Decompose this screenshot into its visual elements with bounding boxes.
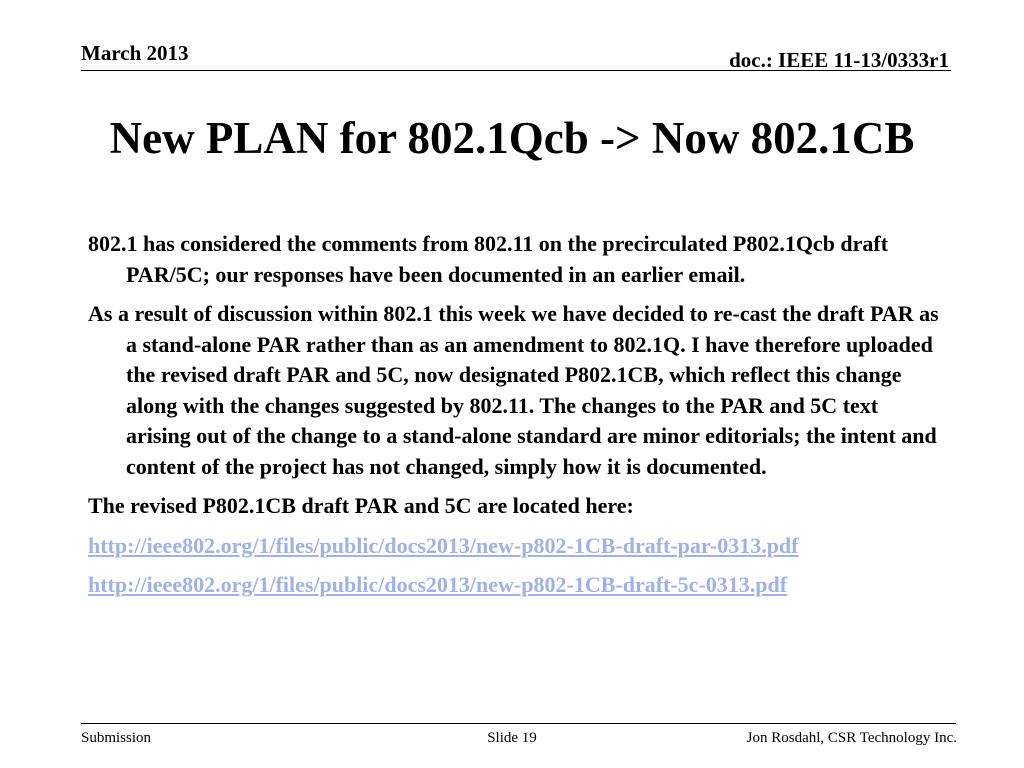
header-divider (81, 70, 951, 71)
slide-title: New PLAN for 802.1Qcb -> Now 802.1CB (109, 113, 915, 163)
header-date: March 2013 (81, 41, 189, 65)
footer-divider (81, 723, 956, 724)
slide-body (88, 229, 948, 610)
body-paragraph-comments: 802.1 has considered the comments from 802.11 on the precirculated P802.1Qcb draft PAR/5C; our responses have been documented in an earlier email. (88, 231, 889, 287)
link-line-5c (88, 570, 948, 601)
draft-5c-link[interactable]: http://ieee802.org/1/files/public/docs2013/new-p802-1CB-draft-5c-0313.pdf (88, 572, 788, 597)
draft-par-link[interactable]: http://ieee802.org/1/files/public/docs2013/new-p802-1CB-draft-par-0313.pdf (88, 532, 799, 558)
footer-submission: Submission (81, 730, 152, 746)
link-line-par (88, 531, 948, 562)
body-paragraph-recast: As a result of discussion within 802.1 this week we have decided to re-cast the draft PAR as a stand-alone PAR rather than as an amendment to 802.1Q. I have therefore uploaded the revised draft PAR and 5C, now designated P802.1CB, which reflect this change along with the changes suggested by 802.11. The changes to the PAR and 5C text arising out of the change to a stand-alone standard are minor editorials; the intent and content of the project has not changed, simply how it is documented. (88, 301, 939, 479)
footer-slide-number: Slide 19 (487, 730, 537, 746)
header-doc-id: doc.: IEEE 11-13/0333r1 (729, 48, 949, 72)
footer-author: Jon Rosdahl, CSR Technology Inc. (746, 730, 957, 746)
body-paragraph-located: The revised P802.1CB draft PAR and 5C are located here: (88, 493, 634, 518)
